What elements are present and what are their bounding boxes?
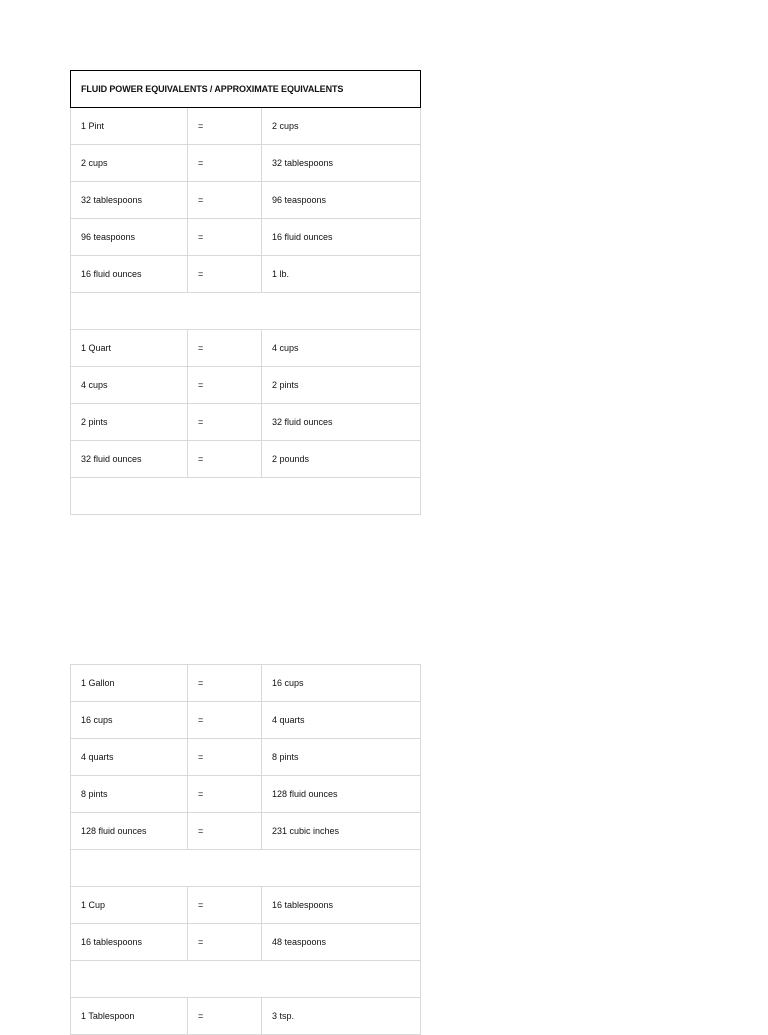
equals-cell: = [188, 924, 262, 961]
table-row [71, 665, 421, 702]
table-row [71, 813, 421, 850]
equivalent-cell: 3 tsp. [262, 998, 421, 1035]
fluid-equivalents-table-body [71, 71, 421, 515]
table-row [71, 441, 421, 478]
quantity-cell: 8 pints [71, 776, 188, 813]
quantity-cell: 1 Cup [71, 887, 188, 924]
equals-cell: = [188, 887, 262, 924]
equivalent-cell: 2 pounds [262, 441, 421, 478]
blank-cell [71, 850, 421, 887]
quantity-cell: 4 cups [71, 367, 188, 404]
equivalent-cell: 16 tablespoons [262, 887, 421, 924]
quantity-cell: 1 Tablespoon [71, 998, 188, 1035]
blank-cell [71, 961, 421, 998]
table-row [71, 182, 421, 219]
quantity-cell: 16 tablespoons [71, 924, 188, 961]
equivalent-cell: 32 tablespoons [262, 145, 421, 182]
quantity-cell: 2 cups [71, 145, 188, 182]
quantity-cell: 128 fluid ounces [71, 813, 188, 850]
equals-cell: = [188, 330, 262, 367]
table-row [71, 256, 421, 293]
equivalent-cell: 8 pints [262, 739, 421, 776]
equals-cell: = [188, 739, 262, 776]
table-blank-row [71, 850, 421, 887]
equals-cell: = [188, 776, 262, 813]
quantity-cell: 4 quarts [71, 739, 188, 776]
table-row [71, 108, 421, 145]
blank-cell [71, 478, 421, 515]
table-row [71, 739, 421, 776]
gallon-equivalents-table [70, 664, 421, 1035]
equivalent-cell: 1 lb. [262, 256, 421, 293]
equivalent-cell: 48 teaspoons [262, 924, 421, 961]
equals-cell: = [188, 998, 262, 1035]
table-row [71, 702, 421, 739]
table-row [71, 998, 421, 1035]
quantity-cell: 16 fluid ounces [71, 256, 188, 293]
equivalent-cell: 96 teaspoons [262, 182, 421, 219]
table-blank-row [71, 478, 421, 515]
equivalent-cell: 2 pints [262, 367, 421, 404]
quantity-cell: 1 Quart [71, 330, 188, 367]
equals-cell: = [188, 145, 262, 182]
equals-cell: = [188, 108, 262, 145]
equivalent-cell: 4 cups [262, 330, 421, 367]
table-row [71, 367, 421, 404]
table-row [71, 404, 421, 441]
equals-cell: = [188, 702, 262, 739]
equivalent-cell: 4 quarts [262, 702, 421, 739]
equals-cell: = [188, 219, 262, 256]
equivalent-cell: 16 cups [262, 665, 421, 702]
equals-cell: = [188, 404, 262, 441]
table-row [71, 924, 421, 961]
equals-cell: = [188, 813, 262, 850]
equivalent-cell: 2 cups [262, 108, 421, 145]
table-title: FLUID POWER EQUIVALENTS / APPROXIMATE EQUIVALENTS [71, 71, 421, 108]
blank-cell [71, 293, 421, 330]
quantity-cell: 32 fluid ounces [71, 441, 188, 478]
equals-cell: = [188, 182, 262, 219]
table-row [71, 145, 421, 182]
quantity-cell: 2 pints [71, 404, 188, 441]
equivalent-cell: 16 fluid ounces [262, 219, 421, 256]
equals-cell: = [188, 665, 262, 702]
equivalent-cell: 128 fluid ounces [262, 776, 421, 813]
gallon-equivalents-table-body [71, 665, 421, 1035]
table-row [71, 219, 421, 256]
table-header-row [71, 71, 421, 108]
quantity-cell: 32 tablespoons [71, 182, 188, 219]
equals-cell: = [188, 441, 262, 478]
quantity-cell: 96 teaspoons [71, 219, 188, 256]
table-row [71, 776, 421, 813]
equals-cell: = [188, 256, 262, 293]
equivalent-cell: 32 fluid ounces [262, 404, 421, 441]
quantity-cell: 1 Pint [71, 108, 188, 145]
table-row [71, 887, 421, 924]
equivalent-cell: 231 cubic inches [262, 813, 421, 850]
table-blank-row [71, 293, 421, 330]
table-row [71, 330, 421, 367]
equals-cell: = [188, 367, 262, 404]
fluid-equivalents-table [70, 70, 421, 515]
table-blank-row [71, 961, 421, 998]
quantity-cell: 16 cups [71, 702, 188, 739]
quantity-cell: 1 Gallon [71, 665, 188, 702]
